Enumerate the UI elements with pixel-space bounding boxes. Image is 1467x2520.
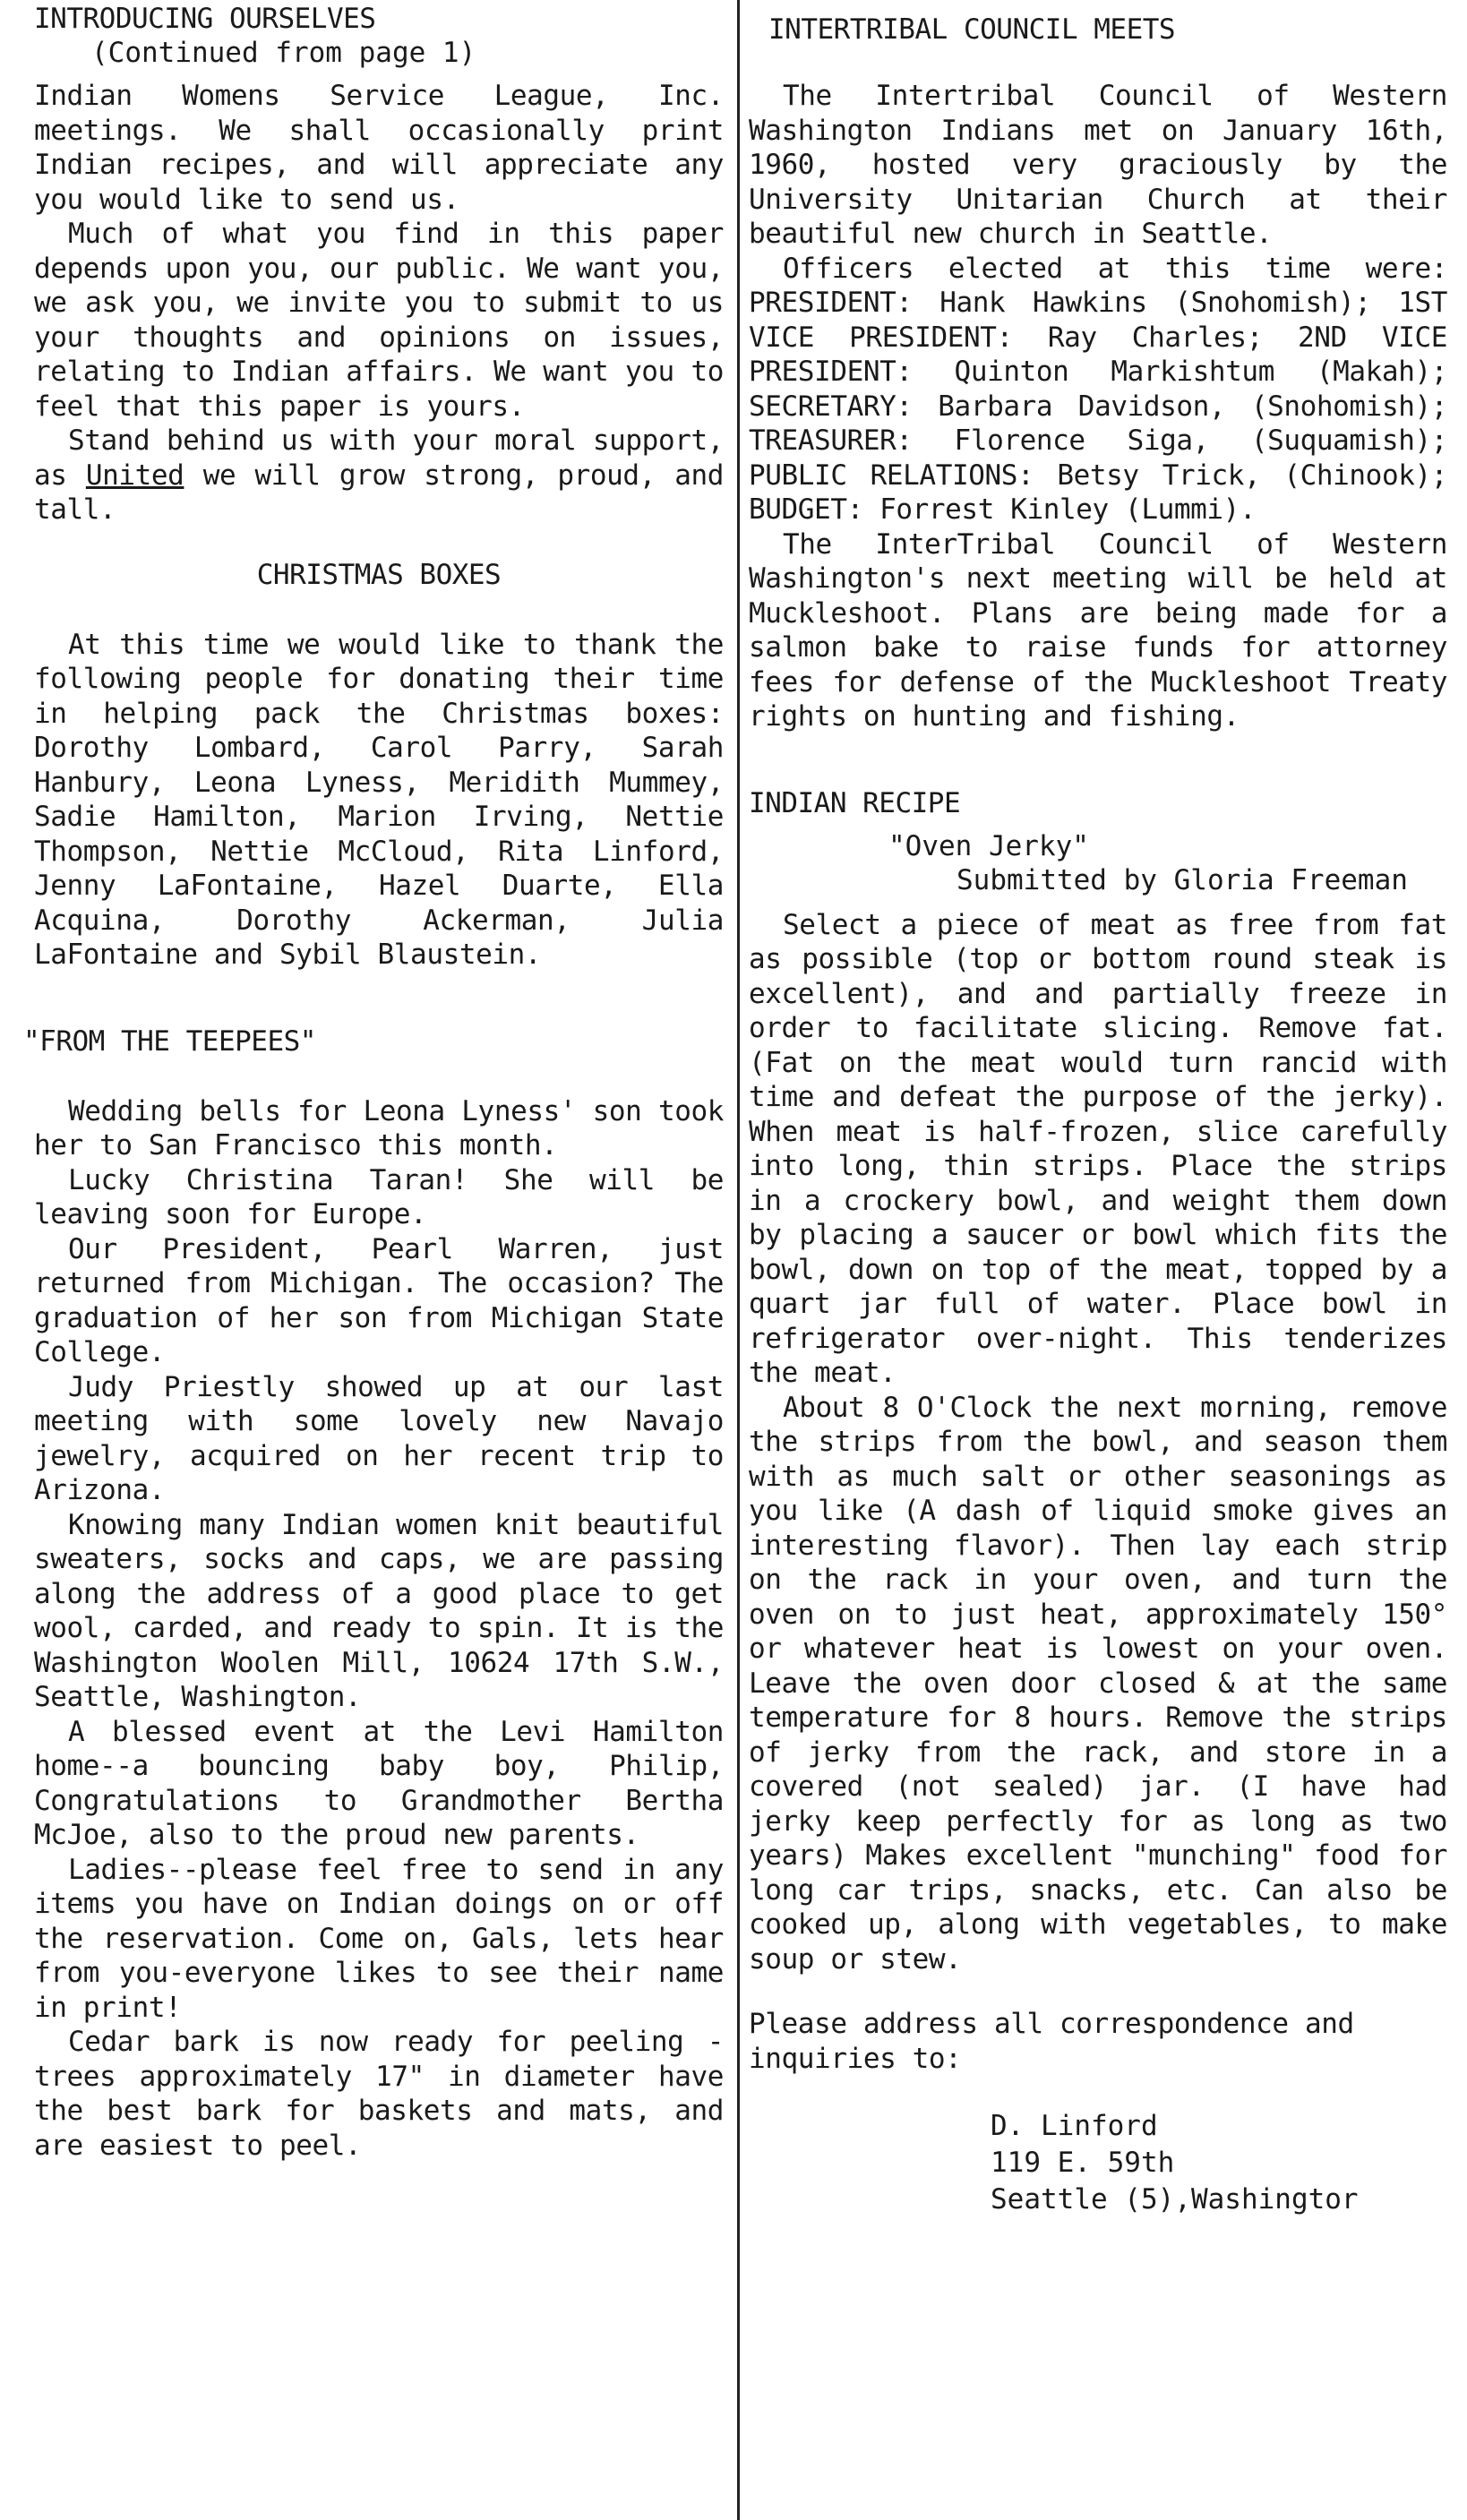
christmas-boxes-section (34, 558, 724, 973)
recipe-submitted-by: Submitted by Gloria Freeman (957, 863, 1408, 896)
teepees-paragraph: Judy Priestly showed up at our last meeting with some lovely new Navajo jewelry, acquired on her recent trip to Arizona. (34, 1370, 724, 1506)
address-section (749, 2007, 1447, 2218)
section-heading: INDIAN RECIPE (749, 786, 961, 819)
address-line: D. Linford (991, 2110, 1158, 2142)
council-paragraph: The InterTribal Council of Western Washington's next meeting will be held at Muckleshoot. Plans are being made for a salmon bake to raise funds for attorney fees for defense of the Muckleshoot Treaty rights on hunting and fishing. (749, 527, 1447, 733)
teepees-paragraph: Ladies--please feel free to send in any items you have on Indian doings on or off the reservation. Come on, Gals, lets hear from you-everyone likes to see their name in print! (34, 1853, 724, 2024)
section-heading: INTERTRIBAL COUNCIL MEETS (768, 13, 1176, 46)
teepees-paragraph: Wedding bells for Leona Lyness' son took her to San Francisco this month. (34, 1094, 724, 1161)
right-column (749, 0, 1447, 2218)
intro-text: we will grow strong, proud, and tall. (34, 459, 725, 526)
teepees-paragraph: Our President, Pearl Warren, just returned from Michigan. The occasion? The graduation of her son from Michigan State College. (34, 1232, 724, 1368)
address-intro: Please address all correspondence and inquiries to: (749, 2008, 1354, 2075)
council-paragraph: Officers elected at this time were: PRESIDENT: Hank Hawkins (Snohomish); 1ST VICE PRESIDENT: Ray Charles; 2ND VICE PRESIDENT: Quinton Markishtum (Makah); SECRETARY: Barbara Davidson, (Snohomish); TREASURER: Florence Siga, (Suquamish); PUBLIC RELATIONS: Betsy Trick, (Chinook); BUDGET: Forrest Kinley (Lummi). (749, 252, 1447, 526)
column-divider (737, 0, 740, 2520)
address-line: Seattle (5),Washingtor (991, 2183, 1359, 2216)
recipe-paragraph: About 8 O'Clock the next morning, remove the strips from the bowl, and season them with as much salt or other seasonings as you like (A dash of liquid smoke gives an interesting flavor). Then lay each strip on the rack in your oven, and turn the oven on to just heat, approximately 150° or whatever heat is lowest on your oven. Leave the oven door closed & at the same temperature for 8 hours. Remove the strips of jerky from the rack, and store in a covered (not sealed) jar. (I have had jerky keep perfectly for as long as two years) Makes excellent "munching" food for long car trips, snacks, etc. Can also be cooked up, along with vegetables, to make soup or stew. (749, 1391, 1447, 1976)
intro-paragraph (34, 424, 724, 527)
council-paragraph: The Intertribal Council of Western Washington Indians met on January 16th, 1960, hosted very graciously by the University Unitarian Church at their beautiful new church in Seattle. (749, 80, 1447, 250)
introducing-ourselves-section (34, 2, 724, 527)
section-heading: "FROM THE TEEPEES" (23, 1024, 316, 1058)
indian-recipe-section (749, 786, 1447, 1977)
teepees-paragraph: A blessed event at the Levi Hamilton home--a bouncing baby boy, Philip, Congratulations to Grandmother Bertha McJoe, also to the proud new parents. (34, 1715, 724, 1851)
recipe-paragraph: Select a piece of meat as free from fat as possible (top or bottom round steak is excellent), and and partially freeze in order to facilitate slicing. Remove fat. (Fat on the meat would turn rancid with time and defeat the purpose of the jerky). When meat is half-frozen, slice carefully into long, thin strips. Place the strips in a crockery bowl, and weight them down by placing a saucer or bowl which fits the bowl, down on top of the meat, topped by a quart jar full of water. Place bowl in refrigerator over-night. This tenderizes the meat. (749, 908, 1447, 1389)
address-line: 119 E. 59th (991, 2147, 1175, 2179)
left-column (23, 0, 725, 2163)
recipe-title: "Oven Jerky" (888, 829, 1089, 862)
section-heading: CHRISTMAS BOXES (256, 558, 502, 591)
christmas-paragraph: At this time we would like to thank the following people for donating their time in helping pack the Christmas boxes: Dorothy Lombard, Carol Parry, Sarah Hanbury, Leona Lyness, Meridith Mummey, Sadie Hamilton, Marion Irving, Nettie Thompson, Nettie McCloud, Rita Linford, Jenny LaFontaine, Hazel Duarte, Ella Acquina, Dorothy Ackerman, Julia LaFontaine and Sybil Blaustein. (34, 628, 724, 971)
teepees-paragraph: Cedar bark is now ready for peeling - trees approximately 17" in diameter have the best bark for baskets and mats, and are easiest to peel. (34, 2026, 724, 2162)
intro-paragraph: Much of what you find in this paper depends upon you, our public. We want you, we ask you, we invite you to submit to us your thoughts and opinions on issues, relating to Indian affairs. We want you to feel that this paper is yours. (34, 218, 724, 423)
teepees-paragraph: Knowing many Indian women knit beautiful sweaters, socks and caps, we are passing along the address of a good place to get wool, carded, and ready to spin. It is the Washington Woolen Mill, 10624 17th S.W., Seattle, Washington. (34, 1508, 724, 1713)
teepees-paragraph: Lucky Christina Taran! She will be leaving soon for Europe. (34, 1163, 724, 1230)
continued-note: (Continued from page 1) (91, 37, 476, 69)
united-word: United (85, 459, 184, 492)
from-the-teepees-section (23, 1024, 724, 2164)
intertribal-council-section (749, 13, 1447, 734)
intro-text: Stand behind us with your moral support, as (34, 424, 724, 492)
intro-paragraph: Indian Womens Service League, Inc. meetings. We shall occasionally print Indian recipes, and will appreciate any you would like to send us. (34, 80, 724, 216)
section-heading: INTRODUCING OURSELVES (34, 3, 376, 35)
